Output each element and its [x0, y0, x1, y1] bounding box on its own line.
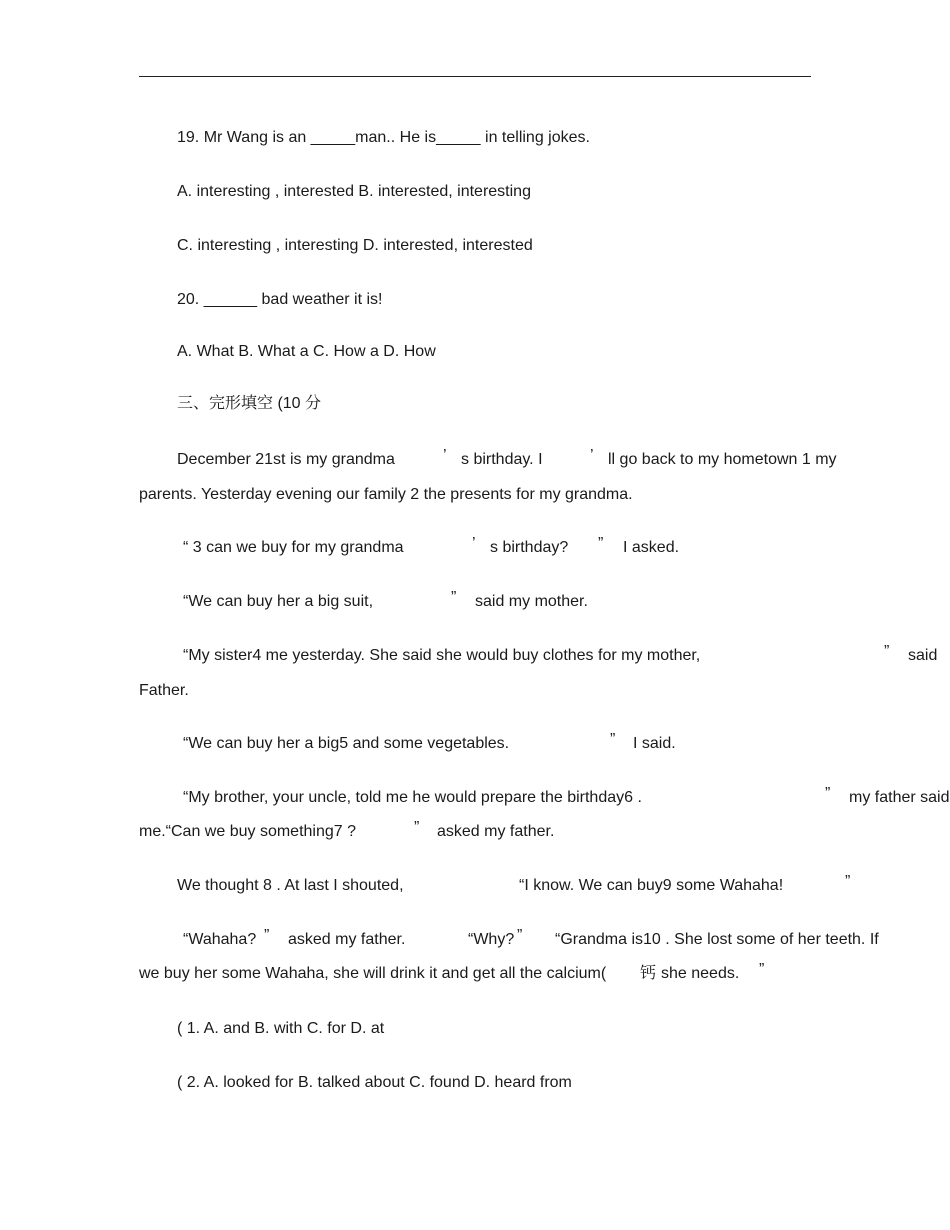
passage-mark: ” — [264, 927, 270, 944]
passage-text: “We can buy her a big5 and some vegetables. — [183, 735, 510, 752]
passage-text: December 21st is my grandma — [177, 451, 395, 468]
passage-text: “We can buy her a big suit, — [183, 593, 374, 610]
passage-mark: ” — [414, 819, 420, 836]
passage-text: s birthday? — [490, 539, 569, 556]
passage-text: parents. Yesterday evening our family 2 the presents for my grandma. — [139, 486, 633, 503]
passage-text: said — [908, 647, 938, 664]
passage-mark: ’ — [590, 447, 594, 464]
passage-mark: ” — [845, 873, 851, 890]
passage-text: 钙 — [640, 965, 657, 982]
passage-text: “Grandma is10 . She lost some of her teeth. If — [555, 931, 879, 948]
cloze-option-2: ( 2. A. looked for B. talked about C. found D. heard from — [177, 1074, 572, 1091]
passage-text: asked my father. — [288, 931, 406, 948]
header-rule — [139, 76, 811, 77]
passage-text: ll go back to my hometown 1 my — [608, 451, 837, 468]
passage-mark: ” — [451, 589, 457, 606]
passage-text: said my mother. — [475, 593, 588, 610]
passage-text: we buy her some Wahaha, she will drink it and get all the calcium( — [139, 965, 607, 982]
passage-text: I asked. — [623, 539, 680, 556]
passage-text: We thought 8 . At last I shouted, — [177, 877, 404, 894]
passage-text: “My brother, your uncle, told me he would prepare the birthday6 . — [183, 789, 642, 806]
question-19: 19. Mr Wang is an _____man.. He is_____ in telling jokes. — [177, 129, 590, 146]
passage-text: “Wahaha? — [183, 931, 257, 948]
passage-mark: ” — [517, 927, 523, 944]
passage-text: me.“Can we buy something7 ? — [139, 823, 356, 840]
passage-text: my father said — [849, 789, 950, 806]
passage-text: “Why? — [468, 931, 515, 948]
passage-mark: ” — [598, 535, 604, 552]
passage-text: asked my father. — [437, 823, 555, 840]
passage-mark: ” — [610, 731, 616, 748]
passage-text: “My sister4 me yesterday. She said she would buy clothes for my mother, — [183, 647, 701, 664]
passage-mark: ’ — [472, 535, 476, 552]
passage-mark: ’ — [443, 447, 447, 464]
passage-mark: ” — [759, 961, 765, 978]
passage-mark: ” — [884, 643, 890, 660]
passage-text: s birthday. I — [461, 451, 543, 468]
question-20-options: A. What B. What a C. How a D. How — [177, 343, 436, 360]
cloze-option-1: ( 1. A. and B. with C. for D. at — [177, 1020, 385, 1037]
passage-text: Father. — [139, 682, 189, 699]
passage-text: I said. — [633, 735, 676, 752]
section-heading-cloze: 三、完形填空 (10 分 — [177, 395, 322, 412]
question-19-options-cd: C. interesting , interesting D. interested, interested — [177, 237, 533, 254]
passage-text: she needs. — [661, 965, 740, 982]
question-19-options-ab: A. interesting , interested B. interested, interesting — [177, 183, 531, 200]
passage-mark: ” — [825, 785, 831, 802]
passage-text: “ 3 can we buy for my grandma — [183, 539, 404, 556]
question-20: 20. ______ bad weather it is! — [177, 291, 383, 308]
passage-text: “I know. We can buy9 some Wahaha! — [519, 877, 784, 894]
